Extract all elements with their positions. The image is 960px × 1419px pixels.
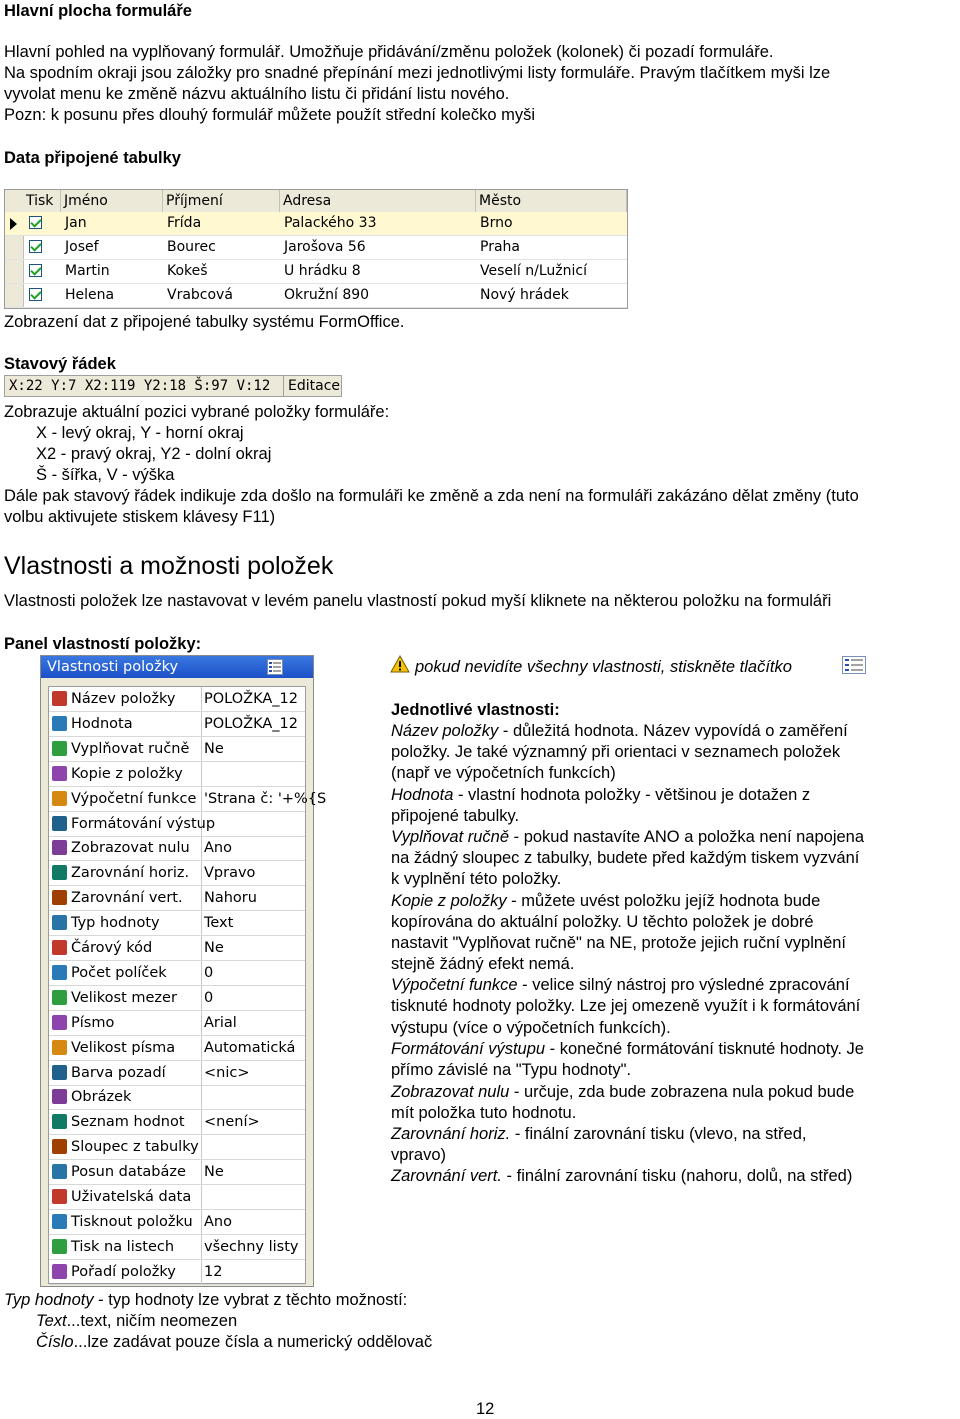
property-icon [52,890,67,905]
typ-text-line: Text...text, ničím neomezen [36,1312,238,1330]
status-desc-6: volbu aktivujete stiskem klávesy F11) [4,508,276,526]
desc-zh-2: vpravo) [391,1146,447,1164]
property-icon [52,1015,67,1030]
property-name: Zarovnání vert. [71,886,202,910]
desc-vyp-1: Výpočetní funkce - velice silný nástroj pro výsledné zpracování [391,976,850,994]
cell-jmeno[interactable]: Helena [65,287,115,303]
status-mode: Editace [283,376,340,396]
table-row[interactable] [5,212,627,236]
desc-vypl-3: k vyplnění této položky. [391,870,562,888]
property-value[interactable]: POLOŽKA_12 [204,691,298,707]
status-bar [4,375,342,397]
property-value[interactable]: Arial [204,1014,237,1031]
property-name: Obrázek [71,1085,202,1109]
property-name: Počet políček [71,961,202,985]
property-icon [52,741,67,756]
property-value[interactable]: 0 [204,989,214,1006]
desc-zh-1: Zarovnání horiz. - finální zarovnání tisku (vlevo, na střed, [391,1125,807,1143]
property-name: Typ hodnoty [71,911,202,935]
main-heading: Hlavní plocha formuláře [4,2,192,20]
property-icon [52,1139,67,1154]
property-icon [52,1239,67,1254]
property-name: Hodnota [71,712,202,736]
property-value[interactable]: 12 [204,1263,223,1280]
property-icon [52,691,67,706]
desc-kopie-4: stejně žádný efekt nemá. [391,955,575,973]
properties-list[interactable] [48,686,327,1284]
table-header [5,190,627,213]
property-value[interactable]: Ano [204,840,232,857]
property-name: Tisk na listech [71,1235,202,1259]
show-all-properties-icon[interactable] [267,659,283,675]
property-value[interactable]: Text [204,915,234,932]
intro-line-1: Hlavní pohled na vyplňovaný formulář. Umožňuje přidávání/změnu položek (kolonek) či pozadí formuláře. [4,43,774,61]
property-row[interactable] [49,986,305,1011]
cell-mesto[interactable]: Brno [480,215,513,231]
property-row[interactable] [49,861,305,886]
property-icon [52,816,67,831]
property-icon [52,840,67,855]
props-desc-heading: Jednotlivé vlastnosti: [391,701,560,719]
property-row[interactable] [49,1110,305,1135]
column-header-adresa[interactable]: Adresa [280,190,476,212]
property-icon [52,940,67,955]
property-value[interactable] [204,1135,304,1159]
desc-hodnota-2: připojené tabulky. [391,807,520,825]
section-panel: Panel vlastností položky: [4,635,202,653]
property-name: Písmo [71,1011,202,1035]
property-value[interactable] [204,1185,304,1209]
property-name: Název položky [71,687,202,711]
property-icon [52,1089,67,1104]
desc-nazev-1: Název položky - důležitá hodnota. Název vypovídá o zaměření [391,722,848,740]
status-desc-3: X2 - pravý okraj, Y2 - dolní okraj [36,445,272,463]
linked-data-table[interactable] [4,189,628,309]
property-icon [52,1040,67,1055]
cell-prijmeni[interactable]: Frída [167,215,202,231]
page-number: 12 [476,1400,495,1418]
print-checkbox[interactable] [29,240,42,253]
property-row[interactable] [49,1011,305,1036]
property-row[interactable] [49,1061,305,1086]
show-all-properties-button-icon [842,656,866,674]
property-name: Čárový kód [71,936,202,960]
property-icon [52,1214,67,1229]
property-icon [52,1065,67,1080]
property-name: Seznam hodnot [71,1110,202,1134]
print-checkbox[interactable] [29,288,42,301]
property-value[interactable]: 0 [204,964,214,981]
typ-hodnoty-line: Typ hodnoty - typ hodnoty lze vybrat z těchto možností: [4,1291,408,1309]
property-name: Sloupec z tabulky [71,1135,202,1159]
cell-adresa[interactable]: Okružní 890 [284,287,370,303]
props-heading: Vlastnosti a možnosti položek [4,552,334,580]
property-name: Posun databáze [71,1160,202,1184]
property-row[interactable] [49,911,305,936]
property-row[interactable] [49,687,305,712]
status-desc-4: Š - šířka, V - výška [36,466,175,484]
desc-nazev-2: položky. Je také významný při orientaci v seznamech položek [391,743,841,761]
status-desc-5: Dále pak stavový řádek indikuje zda došlo na formuláři ke změně a zda není na formuláři zakázáno dělat změny (tuto [4,487,859,505]
property-value[interactable]: Nahoru [204,890,257,907]
property-icon [52,865,67,880]
cell-prijmeni[interactable]: Bourec [167,239,216,255]
property-row[interactable] [49,1210,305,1235]
desc-nula-2: mít položka tuto hodnotu. [391,1104,577,1122]
column-header-mesto[interactable]: Město [476,190,627,212]
desc-form-2: přímo závislé na "Typu hodnoty". [391,1061,632,1079]
print-checkbox[interactable] [29,264,42,277]
table-row[interactable] [5,236,627,260]
property-icon [52,791,67,806]
property-value[interactable] [204,1085,304,1109]
property-value[interactable]: Vpravo [204,865,256,882]
property-value[interactable]: Ne [204,940,224,956]
cell-adresa[interactable]: Jarošova 56 [284,239,366,255]
property-value[interactable]: Ne [204,1164,224,1181]
property-icon [52,1114,67,1129]
property-row[interactable] [49,1085,305,1110]
intro-line-4: Pozn: k posunu přes dlouhý formulář můžete použít střední kolečko myši [4,106,536,124]
status-coordinates: X:22 Y:7 X2:119 Y2:18 Š:97 V:12 [9,378,271,394]
property-icon [52,766,67,781]
desc-nazev-3: (např ve výpočetních funkcích) [391,764,616,782]
props-intro: Vlastnosti položek lze nastavovat v levém panelu vlastností pokud myší kliknete na některou položku na formuláři [4,592,832,610]
property-name: Barva pozadí [71,1061,202,1085]
cell-mesto[interactable]: Praha [480,239,520,255]
table-row[interactable] [5,260,627,284]
property-icon [52,716,67,731]
property-value[interactable]: POLOŽKA_12 [204,715,298,732]
section-status-bar: Stavový řádek [4,355,116,373]
table-row[interactable] [5,284,627,308]
cell-jmeno[interactable]: Jan [65,215,87,231]
cell-prijmeni[interactable]: Kokeš [167,263,208,279]
desc-vyp-3: výstupu (více o výpočetních funkcích). [391,1019,671,1037]
property-row[interactable] [49,712,305,737]
cell-prijmeni[interactable]: Vrabcová [167,287,233,303]
property-value[interactable]: Automatická [204,1039,296,1056]
property-value[interactable]: <nic> [204,1064,250,1081]
property-row[interactable] [49,737,305,762]
status-desc-1: Zobrazuje aktuální pozici vybrané položky formuláře: [4,403,390,421]
typ-cislo-line: Číslo...lze zadávat pouze čísla a numerický oddělovač [36,1333,433,1351]
status-desc-2: X - levý okraj, Y - horní okraj [36,424,244,442]
property-value[interactable]: <není> [204,1114,260,1131]
warning-text: pokud nevidíte všechny vlastnosti, stiskněte tlačítko [415,658,792,676]
property-row[interactable] [49,812,305,837]
property-row[interactable] [49,762,305,787]
desc-zv-1: Zarovnání vert. - finální zarovnání tisku (nahoru, dolů, na střed) [391,1167,853,1185]
property-name: Uživatelská data [71,1185,202,1209]
desc-vypl-1: Vyplňovat ručně - pokud nastavíte ANO a položka není napojena [391,828,865,846]
property-name: Zobrazovat nulu [71,836,202,860]
property-row[interactable] [49,1135,305,1160]
property-row[interactable] [49,1160,305,1185]
property-row[interactable] [49,836,305,861]
cell-adresa[interactable]: Palackého 33 [284,215,377,231]
cell-mesto[interactable]: Veselí n/Lužnicí [480,263,587,279]
property-row[interactable] [49,1235,305,1260]
property-row[interactable] [49,1036,305,1061]
panel-title-text: Vlastnosti položky [47,659,179,675]
property-value[interactable]: 'Strana č: '+%{S [204,790,327,807]
property-name: Formátování výstup [71,812,202,836]
property-name: Velikost mezer [71,986,202,1010]
intro-line-2: Na spodním okraji jsou záložky pro snadné přepínání mezi jednotlivými listy formuláře. Pravým tlačítkem myši lze [4,64,831,82]
property-icon [52,1164,67,1179]
desc-kopie-1: Kopie z položky - můžete uvést položku jejíž hodnota bude [391,892,821,910]
property-value[interactable] [204,762,304,786]
desc-kopie-2: kopírována do aktuální položky. U těchto položek je dobré [391,913,814,931]
property-icon [52,1189,67,1204]
properties-panel[interactable] [40,655,327,1287]
property-icon [52,1264,67,1279]
section-linked-data: Data připojené tabulky [4,149,181,167]
property-name: Velikost písma [71,1036,202,1060]
property-name: Pořadí položky [71,1260,202,1284]
property-name: Vyplňovat ručně [71,737,202,761]
property-name: Výpočetní funkce [71,787,202,811]
desc-form-1: Formátování výstupu - konečné formátování tisknuté hodnoty. Je [391,1040,864,1058]
property-row[interactable] [49,787,327,812]
desc-nula-1: Zobrazovat nulu - určuje, zda bude zobrazena nula pokud bude [391,1083,855,1101]
property-icon [52,965,67,980]
desc-vyp-2: tisknuté hodnoty položky. Lze jej omezeně využít i k formátování [391,997,861,1015]
cell-mesto[interactable]: Nový hrádek [480,287,569,303]
property-name: Zarovnání horiz. [71,861,202,885]
property-value[interactable] [204,812,304,836]
cell-adresa[interactable]: U hrádku 8 [284,263,361,279]
column-header-prijmeni[interactable]: Příjmení [163,190,280,212]
property-value[interactable]: Ano [204,1213,232,1230]
property-value[interactable]: všechny listy [204,1238,299,1255]
warning-icon [390,655,410,673]
column-header-jmeno[interactable]: Jméno [61,190,163,212]
property-row[interactable] [49,886,305,911]
property-icon [52,915,67,930]
property-value[interactable]: Ne [204,740,224,757]
desc-hodnota-1: Hodnota - vlastní hodnota položky - většinou je dotažen z [391,786,811,804]
property-name: Tisknout položku [71,1210,202,1234]
desc-kopie-3: nastavit "Vyplňovat ručně" na NE, protože jejich ruční vyplnění [391,934,847,952]
property-row[interactable] [49,961,305,986]
desc-vypl-2: na žádný sloupec z tabulky, budete před každým tiskem vyzvání [391,849,860,867]
column-header-tisk[interactable]: Tisk [23,190,61,212]
current-row-arrow-icon [10,218,17,230]
cell-jmeno[interactable]: Martin [65,263,110,279]
cell-jmeno[interactable]: Josef [65,239,99,255]
intro-line-3: vyvolat menu ke změně názvu aktuálního listu či přidání listu nového. [4,85,510,103]
table-caption: Zobrazení dat z připojené tabulky systému FormOffice. [4,313,405,331]
property-row[interactable] [49,1260,305,1285]
property-row[interactable] [49,936,305,961]
property-name: Kopie z položky [71,762,202,786]
print-checkbox[interactable] [29,216,42,229]
property-icon [52,990,67,1005]
property-row[interactable] [49,1185,305,1210]
